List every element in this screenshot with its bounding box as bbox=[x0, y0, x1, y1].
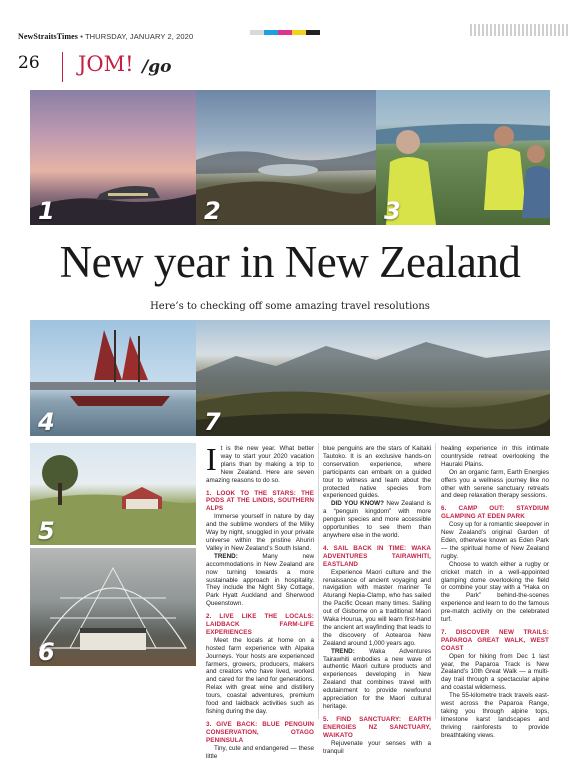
paragraph: blue penguins are the stars of Kaitaki Tautoko. It is an exclusive hands-on conservation experience, where participants can embark on a guided tour to witness and learn about the protected native species from experienced guides. bbox=[323, 445, 431, 500]
photo-7-paparoa-mountains bbox=[196, 320, 550, 436]
photo-4-waka-canoe bbox=[30, 320, 196, 436]
print-registration-marks bbox=[470, 24, 570, 36]
photo-3-penguin-conservation bbox=[376, 90, 550, 225]
paragraph: Immerse yourself in nature by day and the sublime wonders of the Milky Way by night, snuggled in your private universe within the pristine Ahuriri Valley in New Zealand’s South Island. bbox=[206, 513, 314, 552]
subhead-5: 5. FIND SANCTUARY: EARTH ENERGIES NZ SANCTUARY, WAIKATO bbox=[323, 715, 431, 739]
photo-2-lake-valley bbox=[196, 90, 376, 225]
column-rule bbox=[435, 443, 436, 719]
column-rule bbox=[318, 443, 319, 719]
photo-1-the-pods-at-sunset bbox=[30, 90, 196, 225]
photo-5-farm-house bbox=[30, 443, 196, 545]
photo-number: 4 bbox=[38, 408, 55, 436]
paragraph: Rejuvenate your senses with a tranquil bbox=[323, 739, 431, 755]
photo-number: 6 bbox=[38, 638, 55, 666]
photo-number: 7 bbox=[204, 408, 221, 436]
section-title: JOM! bbox=[78, 52, 134, 76]
paragraph: healing experience in this intimate countryside retreat overlooking the Hauraki Plains. bbox=[441, 445, 549, 468]
subhead-4: 4. SAIL BACK IN TIME: WAKA ADVENTURES TAIRAWHITI, EASTLAND bbox=[323, 544, 431, 568]
paragraph: Open for hiking from Dec 1 last year, the Paparoa Track is New Zealand’s 10th Great Walk — a multi-day trail through a spectacular alpine and coastal wilderness. bbox=[441, 652, 549, 692]
header-divider bbox=[62, 52, 63, 82]
paragraph: TREND: Many new accommodations in New Zealand are now turning towards a more sustainable approach in hospitality. They include the Night Sky Cottage, Park Hyatt Auckland and Sherwood Queenstown. bbox=[206, 552, 314, 608]
subhead-1: 1. LOOK TO THE STARS: THE PODS AT THE LINDIS, SOUTHERN ALPS bbox=[206, 489, 314, 513]
paragraph: Choose to watch either a rugby or cricket match in a well-appointed glamping dome overlooking the field or combine your stay with a “Haka on the Park” behind-the-scenes experience and learn to do the famous pre-match activity on the celebrated turf. bbox=[441, 560, 549, 624]
page-number: 26 bbox=[18, 53, 40, 73]
paragraph: Tiny, cute and endangered — these little bbox=[206, 744, 314, 760]
paragraph: On an organic farm, Earth Energies offers you a wellness journey like no other with serene sanctuary retreats and deep relaxation therapy sessions. bbox=[441, 468, 549, 500]
standfirst: Here’s to checking off some amazing travel resolutions bbox=[150, 301, 430, 312]
mountains-illustration bbox=[196, 320, 550, 436]
newspaper-name: NewStraitsTimes bbox=[18, 32, 79, 41]
issue-date: • THURSDAY, JANUARY 2, 2020 bbox=[80, 32, 194, 41]
photo-number: 5 bbox=[38, 517, 55, 545]
paragraph: DID YOU KNOW? New Zealand is a “penguin kingdom” with more penguin species and more accessible opportunities to see them than anywhere else in the world. bbox=[323, 500, 431, 539]
subhead-7: 7. DISCOVER NEW TRAILS: PAPAROA GREAT WALK, WEST COAST bbox=[441, 628, 549, 652]
valley-illustration bbox=[196, 90, 376, 225]
paragraph: The 55-kilometre track travels east-west across the Paparoa Range, taking you through alpine tops, limestone karst landscapes and thriving rainforests to provide breathtaking views. bbox=[441, 692, 549, 739]
subhead-2: 2. LIVE LIKE THE LOCALS: LAIDBACK FARM-LIFE EXPERIENCES bbox=[206, 613, 314, 636]
masthead bbox=[18, 32, 193, 41]
intro-text: t is the new year. What better way to start your 2020 vacation plans than by making a trip to New Zealand. Here are seven amazing reasons to do so. bbox=[206, 445, 314, 484]
subhead-3: 3. GIVE BACK: BLUE PENGUIN CONSERVATION, OTAGO PENINSULA bbox=[206, 720, 314, 744]
drop-cap: I bbox=[206, 441, 217, 477]
article-column-3 bbox=[441, 445, 549, 740]
photo-number: 3 bbox=[384, 197, 401, 225]
paragraph: TREND: Waka Adventures Tairawhiti embodies a new wave of authentic Maori culture products and experiences developing in New Zealand that combines travel with edutainment to provide newfound appreciation for the Maori cultural heritage. bbox=[323, 647, 431, 710]
headline: New year in New Zealand bbox=[59, 237, 521, 287]
conservationists-illustration bbox=[376, 90, 550, 225]
paragraph: Cosy up for a romantic sleepover in New Zealand’s original Garden of Eden, otherwise known as Eden Park — the spiritual home of New Zealand rugby. bbox=[441, 521, 549, 560]
subsection-title: /go bbox=[142, 57, 172, 77]
paragraph: Experience Maori culture and the renaissance of ancient voyaging and navigation with master mariner Te Aturangi Nepia-Clamp, who has sailed the Pacific Ocean many times. Sailing out of Gisborne on a traditional Maori Waka Hourua, you will learn first-hand the ancient art wayfinding that leads to the discovery of Aotearoa New Zealand around 1,000 years ago. bbox=[323, 568, 431, 647]
photo-number: 2 bbox=[204, 197, 221, 225]
photo-6-glamping-dome bbox=[30, 548, 196, 666]
article-column-2 bbox=[323, 445, 431, 755]
subhead-6: 6. CAMP OUT: STAYDIUM GLAMPING AT EDEN PARK bbox=[441, 505, 549, 521]
print-color-bar bbox=[250, 30, 320, 35]
paragraph: Meet the locals at home on a hosted farm experience with Alpaka Journeys. Your hosts are experienced farmers, growers, producers, makers and creators who have lived, worked and cared for the land for generations. Relax with great wine and distillery tours, coastal adventures, premium food and laidback activities such as fishing during the day. bbox=[206, 636, 314, 715]
photo-number: 1 bbox=[38, 197, 55, 225]
article-column-1 bbox=[206, 441, 314, 760]
